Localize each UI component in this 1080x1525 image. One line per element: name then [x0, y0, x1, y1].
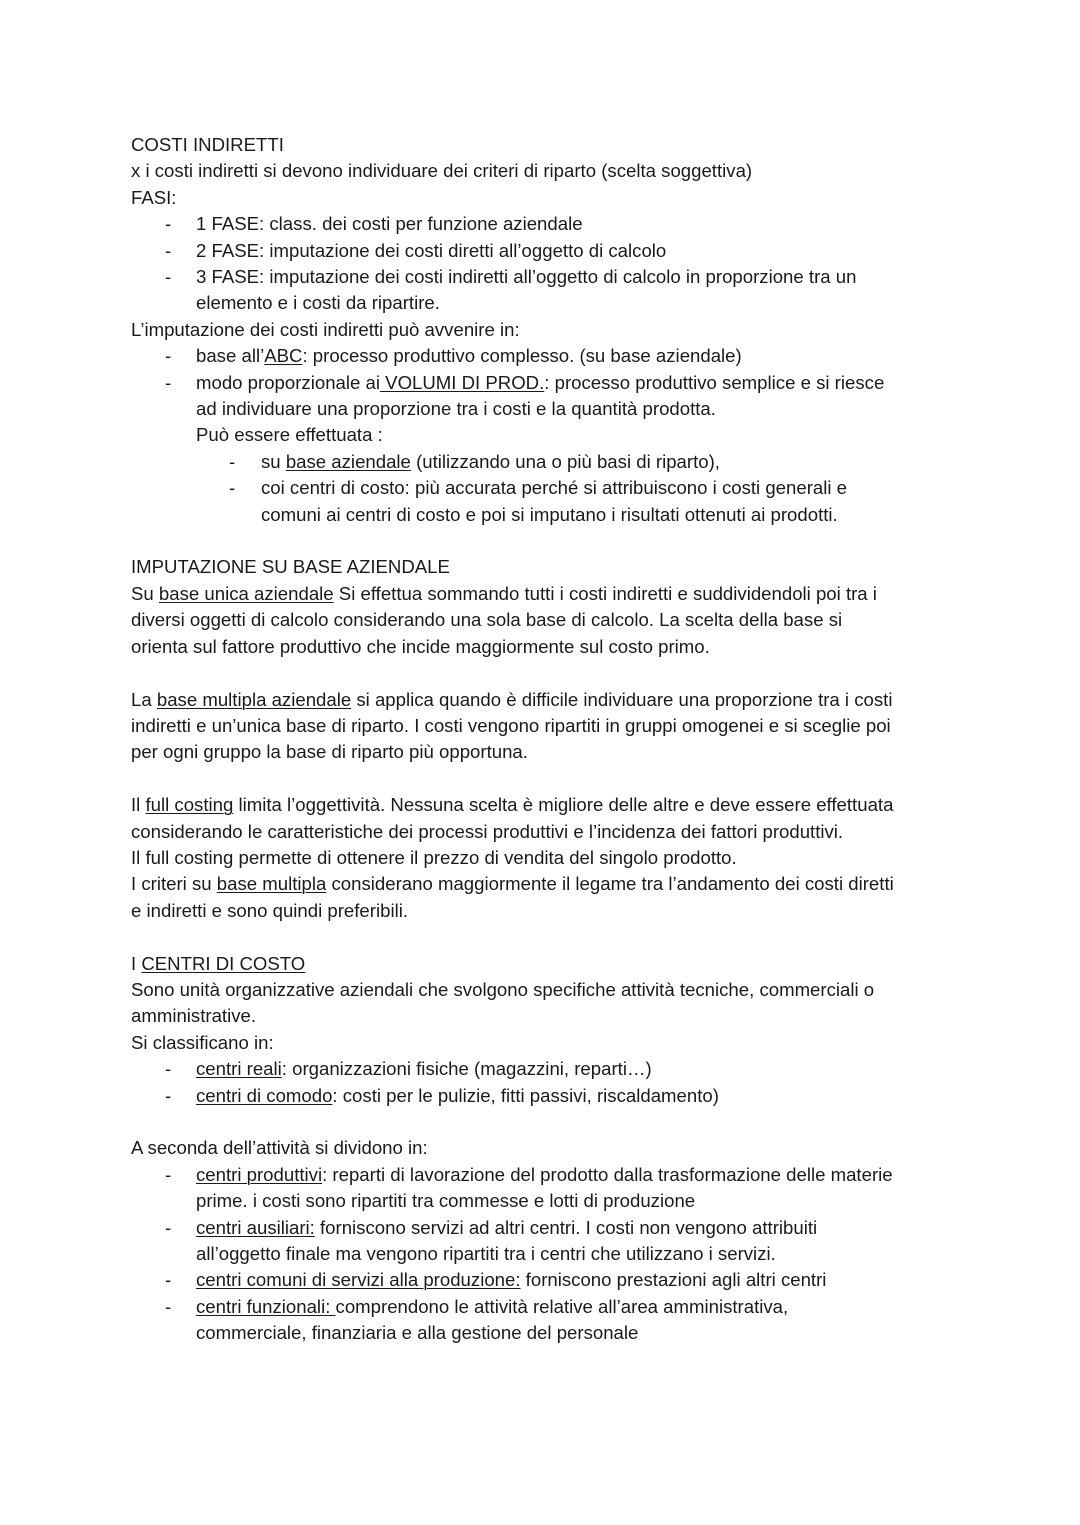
list-item-continuation: ad individuare una proporzione tra i costi e la quantità prodotta. [196, 398, 716, 420]
classificano-label: Si classificano in: [131, 1031, 274, 1053]
sublist-item-continuation: comuni ai centri di costo e poi si imputano i risultati ottenuti ai prodotti. [261, 503, 838, 525]
term-volumi-di-prod: VOLUMI DI PROD. [380, 371, 545, 393]
list-item-continuation: commerciale, finanziaria e alla gestione del personale [196, 1322, 639, 1344]
list-item-centri-funzionali: - centri funzionali: comprendono le attività relative all’area amministrativa, [165, 1295, 789, 1317]
list-item-continuation: elemento e i costi da ripartire. [196, 292, 440, 314]
term-base-aziendale: base aziendale [285, 450, 411, 472]
paragraph-line: Il full costing permette di ottenere il prezzo di vendita del singolo prodotto. [131, 846, 737, 868]
paragraph-line: indiretti e un’unica base di riparto. I costi vengono ripartiti in gruppi omogenei e si sceglie poi [131, 714, 891, 736]
list-item: - 3 FASE: imputazione dei costi indiretti all’oggetto di calcolo in proporzione tra un [165, 266, 857, 288]
term-abc: ABC [264, 345, 303, 367]
list-item-centri-comodo: - centri di comodo: costi per le pulizie, fitti passivi, riscaldamento) [165, 1084, 719, 1106]
paragraph-line: orienta sul fattore produttivo che incide maggiormente sul costo primo. [131, 635, 710, 657]
paragraph-line: considerando le caratteristiche dei processi produttivi e l’incidenza dei fattori produttivi. [131, 820, 844, 842]
term-centri-di-comodo: centri di comodo [196, 1084, 333, 1106]
term-base-unica-aziendale: base unica aziendale [158, 582, 334, 604]
fasi-label: FASI: [131, 186, 177, 208]
list-item-continuation: prime. i costi sono ripartiti tra commesse e lotti di produzione [196, 1190, 696, 1212]
paragraph-line: per ogni gruppo la base di riparto più opportuna. [131, 741, 528, 763]
attivita-label: A seconda dell’attività si dividono in: [131, 1137, 428, 1159]
list-item-continuation: Può essere effettuata : [196, 424, 383, 446]
term-centri-comuni: centri comuni di servizi alla produzione: [196, 1269, 521, 1291]
heading-imputazione-base: IMPUTAZIONE SU BASE AZIENDALE [131, 556, 450, 578]
list-item-centri-produttivi: - centri produttivi: reparti di lavorazione del prodotto dalla trasformazione delle materie [165, 1163, 893, 1185]
list-item-volumi: - modo proporzionale ai VOLUMI DI PROD.: processo produttivo semplice e si riesce [165, 371, 885, 393]
sublist-item-base-aziendale: - su base aziendale (utilizzando una o più basi di riparto), [229, 450, 720, 472]
term-centri-funzionali: centri funzionali: [196, 1295, 336, 1317]
heading-centri-di-costo: I CENTRI DI COSTO [131, 952, 306, 974]
term-centri-reali: centri reali [196, 1058, 282, 1080]
paragraph-line: I criteri su base multipla considerano maggiormente il legame tra l’andamento dei costi diretti [131, 873, 894, 895]
term-centri-produttivi: centri produttivi [196, 1163, 323, 1185]
term-base-multipla-aziendale: base multipla aziendale [156, 688, 352, 710]
paragraph-line: Sono unità organizzative aziendali che svolgono specifiche attività tecniche, commerciali o [131, 978, 875, 1000]
document-page [131, 132, 961, 1347]
imputazione-label: L’imputazione dei costi indiretti può avvenire in: [131, 318, 520, 340]
term-full-costing: full costing [145, 794, 234, 816]
list-item-abc: - base all’ABC: processo produttivo complesso. (su base aziendale) [165, 345, 742, 367]
term-base-multipla: base multipla [216, 873, 327, 895]
list-item: - 1 FASE: class. dei costi per funzione aziendale [165, 213, 583, 235]
list-item-continuation: all’oggetto finale ma vengono ripartiti tra i centri che utilizzano i servizi. [196, 1242, 776, 1264]
paragraph-line: amministrative. [131, 1005, 257, 1027]
list-item-centri-comuni: - centri comuni di servizi alla produzione: forniscono prestazioni agli altri centri [165, 1269, 827, 1291]
paragraph-line: La base multipla aziendale si applica quando è difficile individuare una proporzione tra i costi [131, 688, 893, 710]
intro-text: x i costi indiretti si devono individuare dei criteri di riparto (scelta soggettiva) [131, 160, 753, 182]
list-item-centri-ausiliari: - centri ausiliari: forniscono servizi ad altri centri. I costi non vengono attribuiti [165, 1216, 818, 1238]
heading-costi-indiretti: COSTI INDIRETTI [131, 134, 284, 155]
term-centri-ausiliari: centri ausiliari: [196, 1216, 315, 1238]
paragraph-line: Su base unica aziendale Si effettua sommando tutti i costi indiretti e suddividendoli poi tra i [131, 582, 877, 604]
list-item: - 2 FASE: imputazione dei costi diretti all’oggetto di calcolo [165, 239, 667, 261]
paragraph-line: Il full costing limita l’oggettività. Nessuna scelta è migliore delle altre e deve essere effettuata [131, 794, 894, 816]
paragraph-line: e indiretti e sono quindi preferibili. [131, 899, 408, 921]
paragraph-line: diversi oggetti di calcolo considerando una sola base di calcolo. La scelta della base si [131, 609, 843, 631]
sublist-item-centri: - coi centri di costo: più accurata perché si attribuiscono i costi generali e [229, 477, 848, 499]
list-item-centri-reali: - centri reali: organizzazioni fisiche (magazzini, reparti…) [165, 1058, 652, 1080]
